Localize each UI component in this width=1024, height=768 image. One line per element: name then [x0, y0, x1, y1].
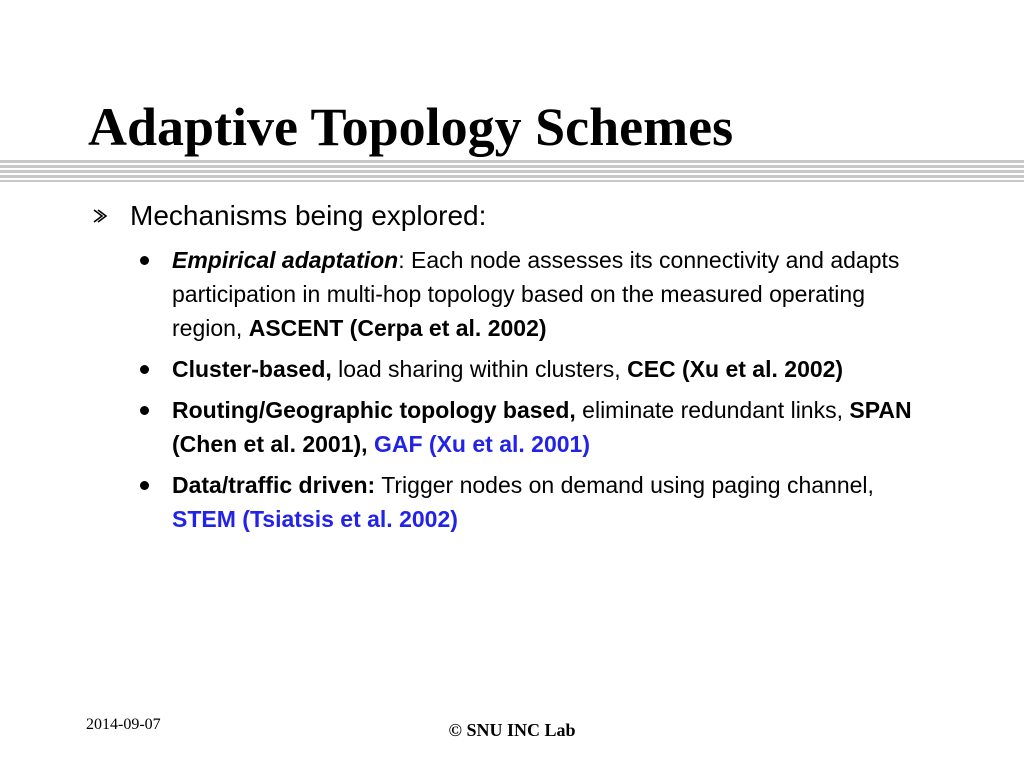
list-item [140, 243, 940, 345]
list-item [140, 393, 940, 461]
footer-date: 2014-09-07 [86, 716, 161, 733]
dot-bullet-icon [140, 406, 149, 415]
item-reference: CEC (Xu et al. 2002) [627, 356, 844, 382]
dot-bullet-icon [140, 481, 149, 490]
item-text: load sharing within clusters, [331, 356, 628, 382]
item-reference-link: STEM (Tsiatsis et al. 2002) [172, 506, 458, 532]
item-term: Data/traffic driven: [172, 472, 376, 498]
dot-bullet-icon [140, 365, 149, 374]
item-text: : Each node assesses its connectivity and adapts participation in multi-hop topology based on the measured operating region, [172, 247, 900, 341]
item-reference-link: GAF (Xu et al. 2001) [373, 431, 590, 457]
arrow-bullet-icon [90, 201, 118, 229]
item-term: Empirical adaptation [172, 247, 399, 273]
list-item [140, 352, 940, 386]
title-divider [0, 160, 1024, 182]
dot-bullet-icon [140, 256, 149, 265]
item-term: Cluster-based, [172, 356, 332, 382]
list-item [140, 468, 940, 536]
item-text: Trigger nodes on demand using paging channel, [375, 472, 874, 498]
sub-bullet-list [140, 243, 940, 543]
footer-copyright: © SNU INC Lab [448, 720, 576, 740]
main-bullet-text: Mechanisms being explored: [130, 200, 487, 231]
item-reference: ASCENT (Cerpa et al. 2002) [248, 315, 547, 341]
slide-title: Adaptive Topology Schemes [88, 97, 734, 157]
item-term: Routing/Geographic topology based, [172, 397, 576, 423]
item-reference: SPAN (Chen et al. 2001), [172, 397, 912, 457]
item-text: eliminate redundant links, [575, 397, 850, 423]
